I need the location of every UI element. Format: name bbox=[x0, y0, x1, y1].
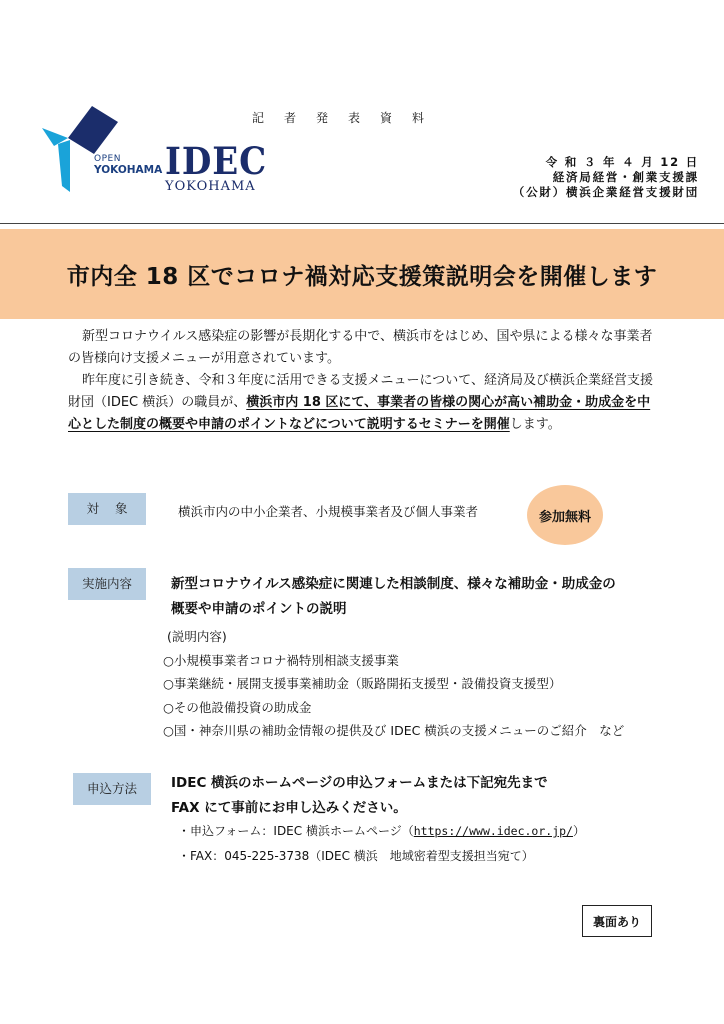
header-divider bbox=[0, 223, 724, 224]
issuer-department: 経済局経営・創業支援課 bbox=[552, 170, 699, 184]
apply-heading bbox=[171, 771, 548, 821]
intro-p2-end: します。 bbox=[509, 417, 561, 432]
issuer-foundation: （公財）横浜企業経営支援財団 bbox=[512, 185, 699, 199]
press-release-title: 記者発表資料 bbox=[252, 111, 445, 125]
target-label: 対象 bbox=[68, 493, 146, 525]
apply-label: 申込方法 bbox=[73, 773, 151, 805]
apply-form-suffix: ） bbox=[572, 824, 585, 838]
free-badge-text: 参加無料 bbox=[538, 509, 591, 525]
intro-p2-highlight: 横浜市内 18 区にて、事業者の皆様の関心が高い補助金・助成金を中心とした制度の概要や申請のポイントなどについて説明するセミナーを開催 bbox=[68, 395, 651, 432]
list-item: ○事業継続・展開支援事業補助金（販路開拓支援型・設備投資支援型） bbox=[163, 676, 562, 691]
idec-website-link[interactable]: https://www.idec.or.jp/ bbox=[413, 824, 573, 838]
issuer-block bbox=[513, 155, 699, 200]
content-sub-label: (説明内容) bbox=[167, 629, 227, 644]
target-text: 横浜市内の中小企業者、小規模事業者及び個人事業者 bbox=[178, 504, 479, 519]
back-note-text: 裏面あり bbox=[592, 914, 641, 929]
logo-open-text: OPEN bbox=[94, 154, 121, 164]
content-heading-line-1: 新型コロナウイルス感染症に関連した相談制度、様々な補助金・助成金の bbox=[171, 576, 616, 592]
apply-heading-line-2: FAX にて事前にお申し込みください。 bbox=[171, 800, 407, 816]
logo-yokohama-text: YOKOHAMA bbox=[94, 164, 163, 176]
content-label: 実施内容 bbox=[68, 568, 146, 600]
intro-p2-start: 昨年度に引き続き、令和３年度に活用できる支援メニューについて、経済局及び横浜企業経営支援財団（IDEC 横浜）の職員が、 bbox=[68, 373, 653, 410]
release-date: 令 和 ３ 年 ４ 月 12 日 bbox=[545, 155, 699, 169]
intro-paragraph-2 bbox=[68, 370, 656, 436]
open-yokohama-logo-icon bbox=[40, 100, 120, 195]
content-list bbox=[163, 625, 624, 743]
list-item: ○小規模事業者コロナ禍特別相談支援事業 bbox=[163, 652, 399, 668]
apply-form-item bbox=[178, 819, 585, 844]
idec-yokohama-logo bbox=[165, 139, 276, 194]
idec-logo-sub: YOKOHAMA bbox=[165, 179, 256, 194]
content-heading bbox=[171, 572, 616, 622]
apply-heading-line-1: IDEC 横浜のホームページの申込フォームまたは下記宛先まで bbox=[171, 775, 548, 791]
open-yokohama-logo-text bbox=[94, 154, 162, 176]
apply-fax-item: ・FAX：045-225-3738（IDEC 横浜 地域密着型支援担当宛て） bbox=[178, 849, 534, 863]
content-heading-line-2: 概要や申請のポイントの説明 bbox=[171, 601, 347, 617]
intro-text bbox=[68, 326, 656, 436]
free-participation-badge bbox=[527, 485, 603, 545]
apply-list bbox=[178, 819, 585, 869]
title-banner bbox=[0, 229, 724, 319]
page-title: 市内全 18 区でコロナ禍対応支援策説明会を開催します bbox=[66, 263, 658, 290]
list-item: ○その他設備投資の助成金 bbox=[163, 699, 312, 715]
intro-paragraph-1: 新型コロナウイルス感染症の影響が長期化する中で、横浜市をはじめ、国や県による様々な事業者の皆様向け支援メニューが用意されています。 bbox=[68, 329, 653, 366]
apply-form-prefix: ・申込フォーム：IDEC 横浜ホームページ（ bbox=[178, 824, 414, 838]
idec-logo-text: IDEC bbox=[165, 139, 268, 183]
list-item: ○国・神奈川県の補助金情報の提供及び IDEC 横浜の支援メニューのご紹介 など bbox=[163, 723, 625, 738]
back-side-note bbox=[582, 905, 652, 937]
